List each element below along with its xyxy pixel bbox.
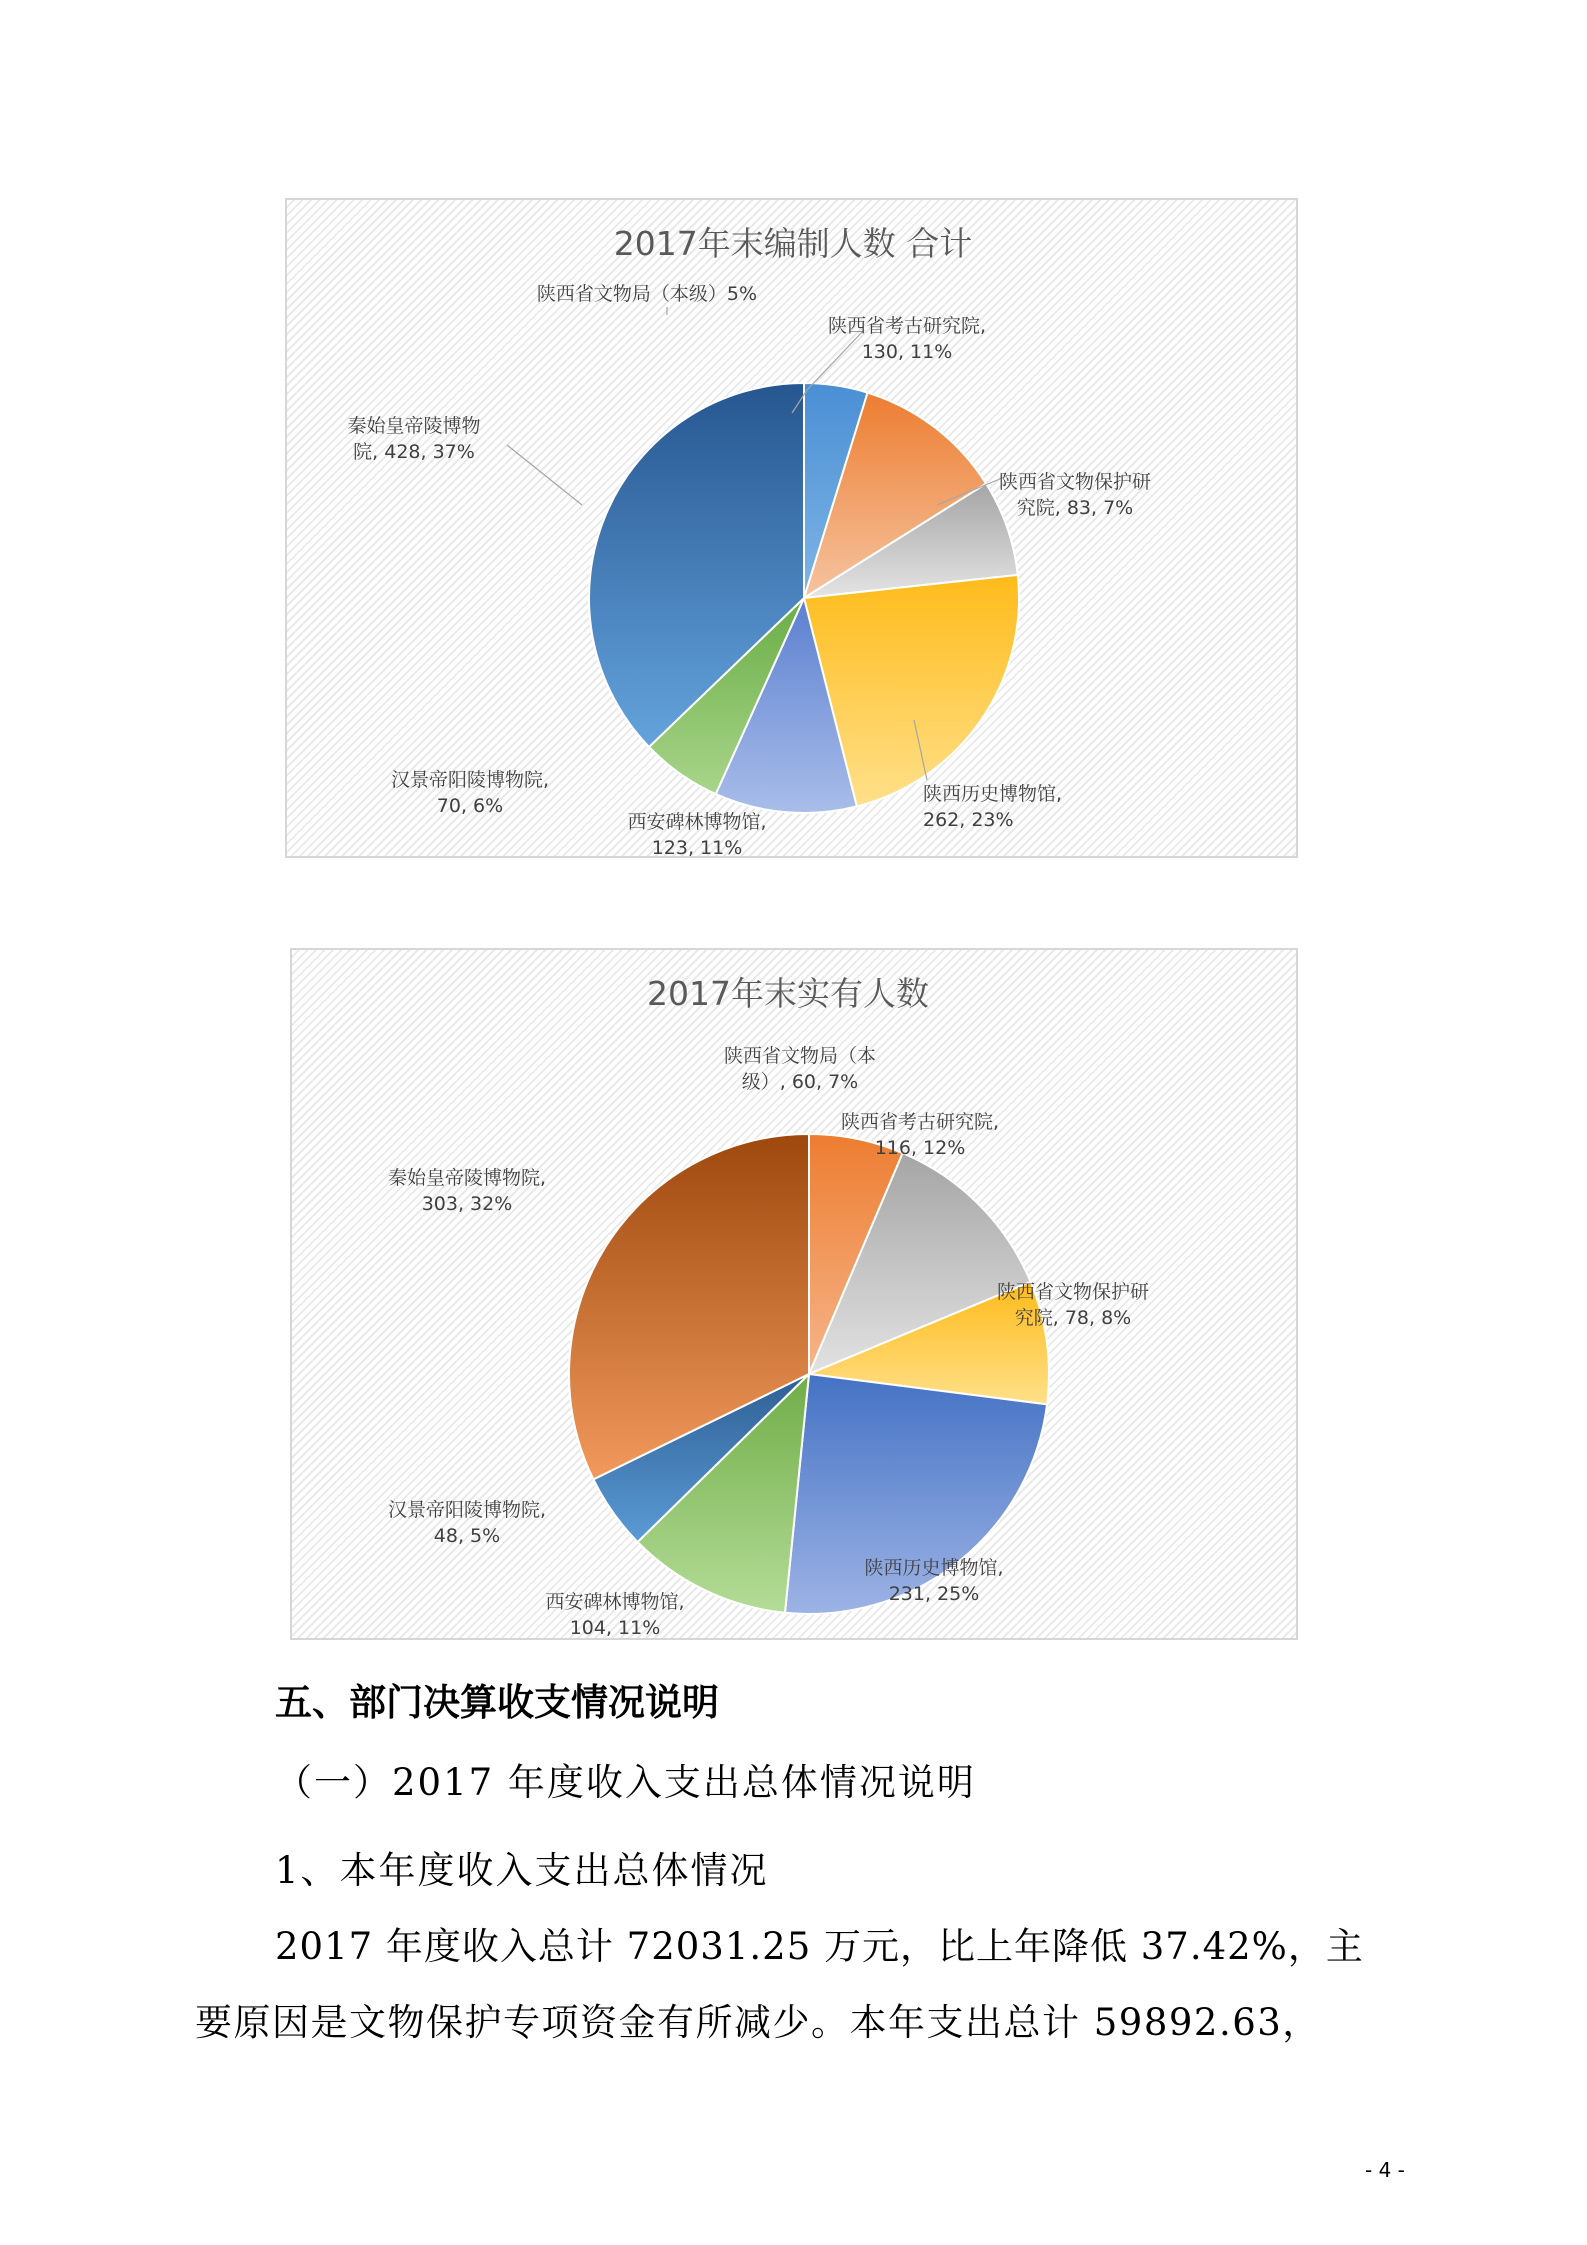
- subsection-heading: （一）2017 年度收入支出总体情况说明: [275, 1761, 976, 1804]
- data-label: 陕西省考古研究院,: [827, 315, 987, 337]
- data-label: 70, 6%: [436, 795, 504, 817]
- pie-chart-svg: [287, 200, 1300, 860]
- chart-actual-staff: [290, 948, 1298, 1640]
- chart-title: 2017年末编制人数 合计: [613, 224, 973, 263]
- data-label: 陕西省文物保护研: [996, 1281, 1150, 1303]
- data-label: 陕西历史博物馆,: [923, 783, 1063, 805]
- data-label: 究院, 83, 7%: [1016, 497, 1134, 519]
- chart-title: 2017年末实有人数: [647, 974, 929, 1013]
- data-label: 秦始皇帝陵博物: [347, 415, 481, 437]
- data-label: 级）, 60, 7%: [741, 1071, 859, 1093]
- data-label: 西安碑林博物馆,: [545, 1591, 685, 1613]
- data-label: 汉景帝阳陵博物院,: [387, 1499, 547, 1521]
- data-label: 130, 11%: [861, 341, 953, 363]
- data-label: 303, 32%: [421, 1193, 513, 1215]
- data-label: 陕西省考古研究院,: [840, 1111, 1000, 1133]
- data-label: 院, 428, 37%: [353, 441, 475, 463]
- chart-budgeted-staff: [285, 198, 1298, 858]
- data-label: 陕西省文物保护研: [998, 471, 1152, 493]
- data-label: 48, 5%: [433, 1525, 501, 1547]
- section-heading: 五、部门决算收支情况说明: [275, 1681, 719, 1724]
- data-label: 西安碑林博物馆,: [627, 811, 767, 833]
- paragraph-line-2: 要原因是文物保护专项资金有所减少。本年支出总计 59892.63，: [195, 2001, 1321, 2044]
- item-heading: 1、本年度收入支出总体情况: [275, 1849, 769, 1892]
- data-label: 116, 12%: [874, 1137, 966, 1159]
- data-label: 秦始皇帝陵博物院,: [387, 1167, 547, 1189]
- paragraph-line-1: 2017 年度收入总计 72031.25 万元，比上年降低 37.42%，主: [275, 1925, 1364, 1968]
- data-label: 陕西历史博物馆,: [864, 1557, 1004, 1579]
- data-label: 231, 25%: [888, 1583, 980, 1605]
- data-label: 123, 11%: [651, 837, 743, 859]
- data-label: 262, 23%: [923, 809, 1014, 831]
- page-number: - 4 -: [1365, 2158, 1405, 2182]
- data-label: 究院, 78, 8%: [1014, 1307, 1132, 1329]
- data-label: 陕西省文物局（本级）5%: [536, 283, 758, 305]
- data-label: 陕西省文物局（本: [723, 1045, 877, 1067]
- leader-line: [507, 445, 582, 505]
- pie-chart-svg: [292, 950, 1300, 1642]
- data-label: 汉景帝阳陵博物院,: [390, 769, 550, 791]
- data-label: 104, 11%: [569, 1617, 661, 1639]
